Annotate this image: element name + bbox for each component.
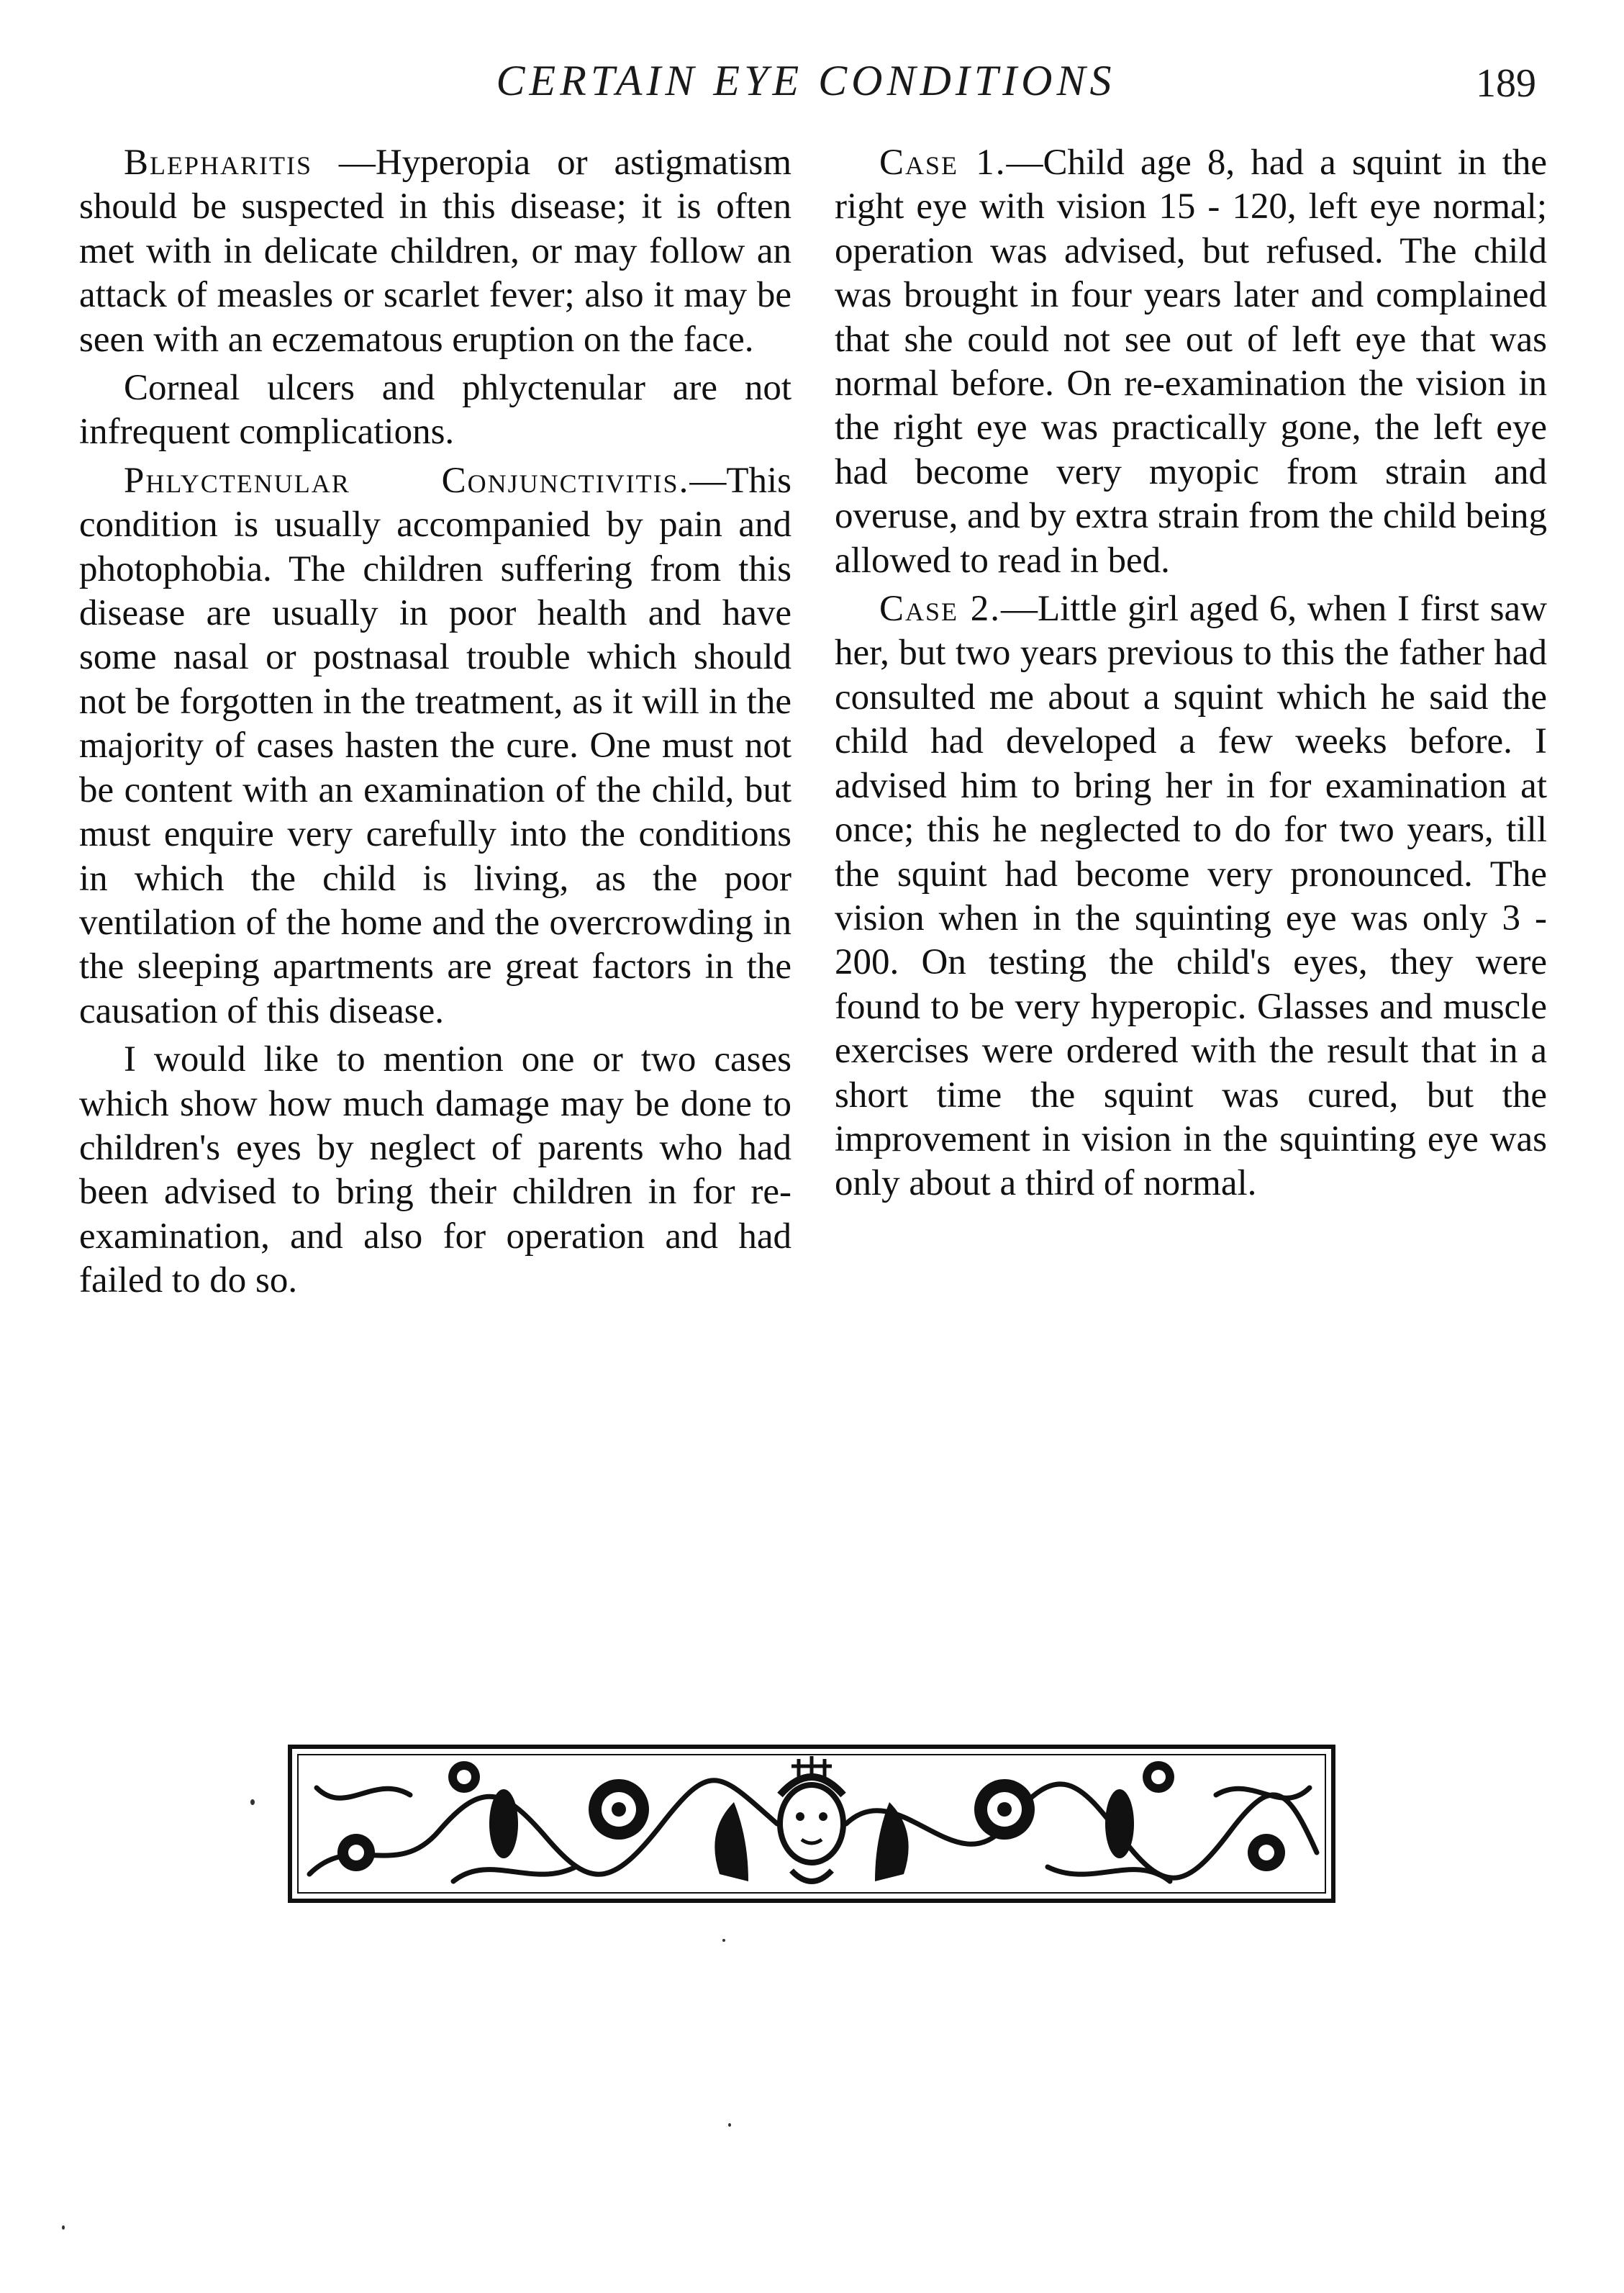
decorative-tailpiece-icon xyxy=(288,1745,1335,1903)
running-title: CERTAIN EYE CONDITIONS xyxy=(496,57,1116,104)
paragraph-case-2 xyxy=(835,587,1547,1206)
paragraph-phlyctenular xyxy=(79,459,791,1034)
print-speck xyxy=(250,1799,255,1805)
paragraph-case-1 xyxy=(835,141,1547,583)
page-number: 189 xyxy=(1476,61,1536,106)
print-speck xyxy=(62,2225,65,2230)
paragraph-corneal: Corneal ulcers and phlyctenular are not infrequent complications. xyxy=(79,368,791,453)
paragraph-cases-intro: I would like to mention one or two cases which show how much damage may be done to children's eyes by neglect of parents who had been advised to bring their children in for re-examination, and also for operation and had failed to do so. xyxy=(79,1039,791,1301)
right-column xyxy=(835,141,1547,1211)
case-2-heading: Case 2. xyxy=(879,589,1002,630)
case-1-text: —Child age 8, had a squint in the right eye with vision 15 - 120, left eye normal; operation was advised, but refused. The child was brought in four years later and complained that she could not see out of left eye that was normal before. On re-examination the vision in the right eye was practically gone, the left eye had become very myopic from strain and overuse, and by extra strain from the child being allowed to read in bed. xyxy=(835,143,1547,581)
blepharitis-text: —Hyperopia or astigmatism should be suspected in this disease; it is often met with in delicate children, or may follow an attack of measles or scarlet fever; also it may be seen with an eczematous eruption on the face. xyxy=(79,143,791,360)
print-speck xyxy=(728,2123,731,2127)
section-heading-phlyctenular: Phlyctenular Conjunctivitis. xyxy=(124,460,690,501)
paragraph-blepharitis xyxy=(79,141,791,362)
case-2-text: —Little girl aged 6, when I first saw her, but two years previous to this the father had consulted me about a squint which he said the child had developed a few weeks before. I advised him to bring her in for examination at once; this he neglected to do for two years, till the squint had become very pronounced. The vision when in the squinting eye was only 3 - 200. On testing the child's eyes, they were found to be very hyperopic. Glasses and muscle exercises were ordered with the result that in a short time the squint was cured, but the improvement in vision in the squinting eye was only about a third of normal. xyxy=(835,589,1547,1204)
section-heading-blepharitis: Blepharitis xyxy=(124,143,313,183)
phlyctenular-text: —This condition is usually accompanied by pain and photophobia. The children suffering from this disease are usually in poor health and have some nasal or postnasal trouble which should not be forgotten in the treatment, as it will in the majority of cases hasten the cure. One must not be content with an examination of the child, but must enquire very carefully into the conditions in which the child is living, as the poor ventilation of the home and the overcrowding in the sleeping apartments are great factors in the causation of this disease. xyxy=(79,460,791,1031)
print-speck xyxy=(722,1939,725,1942)
left-column xyxy=(79,141,791,1308)
case-1-heading: Case 1. xyxy=(879,143,1007,183)
